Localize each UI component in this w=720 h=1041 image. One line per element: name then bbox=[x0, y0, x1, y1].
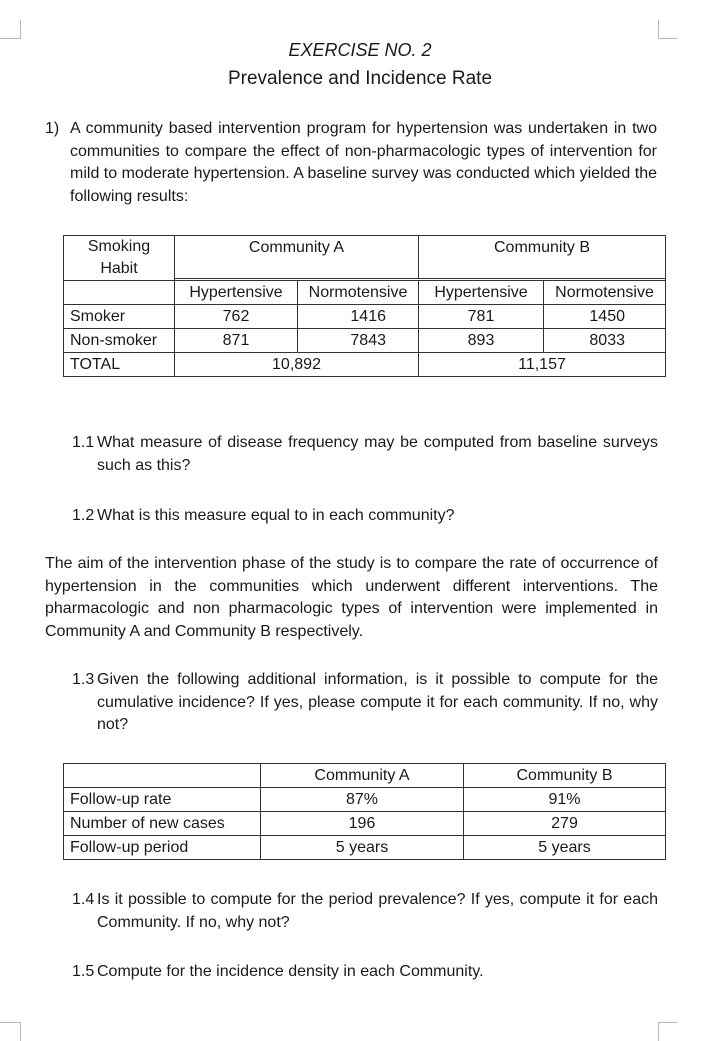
table-cell: 1416 bbox=[298, 305, 419, 329]
table-cell: 87% bbox=[261, 788, 464, 812]
table-row bbox=[64, 305, 666, 329]
question-1-4-text: Is it possible to compute for the period prevalence? If yes, compute it for each Community. If no, why not? bbox=[97, 891, 658, 931]
page-title: Prevalence and Incidence Rate bbox=[227, 68, 493, 89]
table-row bbox=[64, 788, 666, 812]
question-1-2 bbox=[72, 505, 658, 528]
smoking-habit-header: Smoking Habit bbox=[64, 236, 175, 281]
table-subheader-row bbox=[64, 281, 666, 305]
question-1-3-number: 1.3 bbox=[72, 671, 95, 688]
question-1-5 bbox=[72, 961, 658, 984]
question-1-3 bbox=[72, 669, 658, 737]
crop-mark-top-right bbox=[658, 20, 677, 39]
exercise-heading: EXERCISE NO. 2 bbox=[288, 40, 432, 60]
question-1-text: A community based intervention program for hypertension was undertaken in two communities to compare the effect of non-pharmacologic types of intervention for mild to moderate hypertension. A baseline survey was conducted which yielded the following results: bbox=[70, 120, 658, 205]
table-row bbox=[64, 329, 666, 353]
question-1-1-number: 1.1 bbox=[72, 434, 95, 451]
total-community-a: 10,892 bbox=[175, 353, 419, 377]
row-label: Smoker bbox=[64, 305, 175, 329]
baseline-survey-table bbox=[63, 235, 666, 377]
table-row bbox=[64, 836, 666, 860]
subheader-cell: Normotensive bbox=[298, 281, 419, 305]
question-1-number: 1) bbox=[45, 120, 60, 137]
row-label: Follow-up period bbox=[64, 836, 261, 860]
aim-paragraph: The aim of the intervention phase of the study is to compare the rate of occurrence of hypertension in the communities which underwent different interventions. The pharmacologic and non pharmacologic types of intervention were implemented in Community A and Community B respectively. bbox=[45, 555, 658, 640]
subheader-cell: Hypertensive bbox=[419, 281, 544, 305]
table-cell: 5 years bbox=[464, 836, 666, 860]
table-cell: 91% bbox=[464, 788, 666, 812]
table-header-row bbox=[64, 236, 666, 279]
question-1-1-text: What measure of disease frequency may be computed from baseline surveys such as this? bbox=[97, 434, 658, 474]
total-community-b: 11,157 bbox=[419, 353, 666, 377]
table-header-row bbox=[64, 764, 666, 788]
table-cell: 893 bbox=[419, 329, 544, 353]
table-cell: 871 bbox=[175, 329, 298, 353]
table-cell: 279 bbox=[464, 812, 666, 836]
question-1-5-number: 1.5 bbox=[72, 963, 95, 980]
crop-mark-top-left bbox=[0, 20, 21, 39]
empty-cell bbox=[64, 281, 175, 305]
table-total-row bbox=[64, 353, 666, 377]
table-cell: 7843 bbox=[298, 329, 419, 353]
question-1-2-text: What is this measure equal to in each community? bbox=[97, 507, 455, 524]
row-label: Non-smoker bbox=[64, 329, 175, 353]
table-cell: 5 years bbox=[261, 836, 464, 860]
empty-cell bbox=[64, 764, 261, 788]
question-1-5-text: Compute for the incidence density in each Community. bbox=[97, 963, 484, 980]
question-1-4-number: 1.4 bbox=[72, 891, 95, 908]
community-a-header: Community A bbox=[175, 236, 419, 279]
community-a-header: Community A bbox=[261, 764, 464, 788]
table-cell: 196 bbox=[261, 812, 464, 836]
table-cell: 1450 bbox=[544, 305, 666, 329]
question-1-2-number: 1.2 bbox=[72, 507, 95, 524]
question-1-4 bbox=[72, 889, 658, 934]
subheader-cell: Hypertensive bbox=[175, 281, 298, 305]
question-1-3-text: Given the following additional information, is it possible to compute for the cumulative incidence? If yes, please compute it for each community. If no, why not? bbox=[97, 671, 658, 733]
crop-mark-bottom-right bbox=[658, 1022, 677, 1041]
subheader-cell: Normotensive bbox=[544, 281, 666, 305]
total-label: TOTAL bbox=[64, 353, 175, 377]
table-cell: 781 bbox=[419, 305, 544, 329]
question-1-1 bbox=[72, 432, 658, 477]
table-cell: 762 bbox=[175, 305, 298, 329]
community-b-header: Community B bbox=[419, 236, 666, 279]
table-row bbox=[64, 812, 666, 836]
row-label: Follow-up rate bbox=[64, 788, 261, 812]
follow-up-table bbox=[63, 763, 666, 860]
table-cell: 8033 bbox=[544, 329, 666, 353]
row-label: Number of new cases bbox=[64, 812, 261, 836]
crop-mark-bottom-left bbox=[0, 1022, 21, 1041]
community-b-header: Community B bbox=[464, 764, 666, 788]
